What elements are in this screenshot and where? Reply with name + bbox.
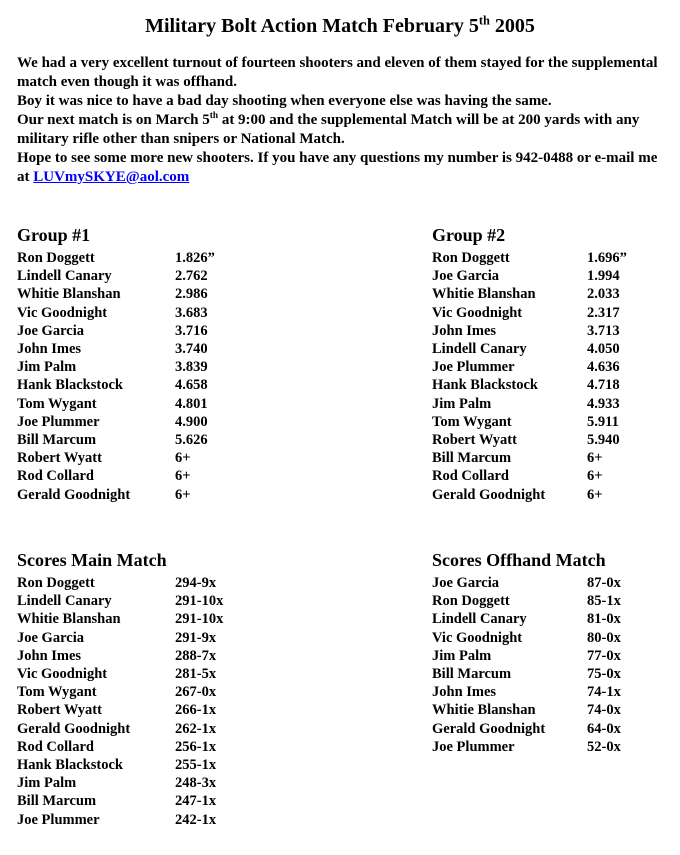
table-row bbox=[17, 756, 417, 774]
group-size-value: 6+ bbox=[587, 468, 603, 485]
shooter-name: John Imes bbox=[17, 647, 82, 664]
group-size-value: 6+ bbox=[175, 468, 191, 485]
shooter-name: Hank Blackstock bbox=[17, 757, 123, 774]
group-size-value: 2.986 bbox=[175, 286, 208, 303]
table-row bbox=[17, 449, 417, 467]
table-row bbox=[432, 267, 677, 285]
page-title bbox=[0, 0, 680, 39]
group-size-value: 5.911 bbox=[587, 413, 619, 430]
shooter-name: Ron Doggett bbox=[17, 250, 95, 266]
intro-sentence-3-rest: at 9:00 and the supplemental Match will be at 200 yards with any military rifle other than snipers or National Match. bbox=[17, 112, 640, 147]
score-value: 262-1x bbox=[175, 720, 217, 737]
table-row bbox=[432, 340, 677, 358]
shooter-name: Joe Plummer bbox=[17, 811, 100, 828]
shooter-name: Ron Doggett bbox=[17, 575, 95, 591]
shooter-name: Tom Wygant bbox=[432, 413, 512, 430]
shooter-name: Joe Plummer bbox=[432, 359, 515, 376]
score-value: 74-0x bbox=[587, 702, 621, 719]
score-value: 291-10x bbox=[175, 593, 224, 610]
score-value: 256-1x bbox=[175, 738, 217, 755]
table-row bbox=[17, 610, 417, 628]
shooter-name: Robert Wyatt bbox=[17, 702, 102, 719]
intro-sentence-3 bbox=[17, 111, 659, 149]
table-row bbox=[17, 811, 417, 829]
table-row bbox=[17, 267, 417, 285]
score-value: 291-9x bbox=[175, 629, 217, 646]
shooter-name: Bill Marcum bbox=[17, 793, 97, 810]
table-row bbox=[17, 376, 417, 394]
table-row bbox=[432, 467, 677, 485]
shooter-name: Rod Collard bbox=[17, 468, 94, 485]
table-row bbox=[17, 467, 417, 485]
table-row bbox=[432, 647, 677, 665]
score-value: 294-9x bbox=[175, 575, 217, 591]
shooter-name: Robert Wyatt bbox=[432, 432, 517, 449]
shooter-name: Ron Doggett bbox=[432, 250, 510, 266]
score-value: 281-5x bbox=[175, 666, 217, 683]
shooter-name: Tom Wygant bbox=[17, 684, 97, 701]
date-superscript: th bbox=[209, 111, 219, 121]
table-row bbox=[432, 376, 677, 394]
table-row bbox=[17, 792, 417, 810]
table-row bbox=[432, 358, 677, 376]
group-size-value: 6+ bbox=[175, 486, 191, 503]
scores-main-heading: Scores Main Match bbox=[17, 550, 167, 570]
table-row bbox=[17, 774, 417, 792]
table-row bbox=[17, 629, 417, 647]
score-value: 64-0x bbox=[587, 720, 621, 737]
score-value: 255-1x bbox=[175, 757, 217, 774]
group1-rows bbox=[17, 249, 417, 504]
table-row bbox=[17, 431, 417, 449]
shooter-name: Jim Palm bbox=[432, 647, 492, 664]
score-value: 74-1x bbox=[587, 684, 621, 701]
table-row bbox=[17, 322, 417, 340]
group2-heading: Group #2 bbox=[432, 225, 506, 245]
table-row bbox=[17, 592, 417, 610]
shooter-name: Robert Wyatt bbox=[17, 450, 102, 467]
group-size-value: 4.050 bbox=[587, 341, 620, 358]
group-size-value: 1.826” bbox=[175, 250, 215, 266]
shooter-name: Lindell Canary bbox=[432, 341, 527, 358]
score-value: 75-0x bbox=[587, 666, 621, 683]
table-row bbox=[17, 358, 417, 376]
table-row bbox=[432, 449, 677, 467]
score-value: 242-1x bbox=[175, 811, 217, 828]
table-row bbox=[432, 683, 677, 701]
shooter-name: Joe Garcia bbox=[432, 575, 499, 591]
group-size-value: 4.718 bbox=[587, 377, 620, 394]
shooter-name: John Imes bbox=[432, 684, 497, 701]
group-size-value: 6+ bbox=[587, 486, 603, 503]
table-row bbox=[17, 304, 417, 322]
table-row bbox=[17, 486, 417, 504]
intro-sentence-3-text: Our next match is on March 5 bbox=[17, 112, 210, 128]
score-value: 288-7x bbox=[175, 647, 217, 664]
shooter-name: Joe Plummer bbox=[432, 738, 515, 755]
group-size-value: 2.762 bbox=[175, 268, 208, 285]
group-size-value: 3.740 bbox=[175, 341, 208, 358]
shooter-name: Vic Goodnight bbox=[432, 304, 523, 321]
score-value: 81-0x bbox=[587, 611, 621, 628]
intro-sentence-4-text: Hope to see some more new shooters. If you have any questions my number is 942-0488 or e-mail me at bbox=[17, 150, 658, 185]
title-year: 2005 bbox=[489, 15, 535, 37]
table-row bbox=[17, 574, 417, 592]
intro-sentence-4 bbox=[17, 149, 659, 187]
group-size-value: 1.696” bbox=[587, 250, 627, 266]
shooter-name: Whitie Blanshan bbox=[17, 286, 121, 303]
score-value: 80-0x bbox=[587, 629, 621, 646]
table-row bbox=[432, 629, 677, 647]
group-size-value: 4.636 bbox=[587, 359, 620, 376]
table-row bbox=[17, 249, 417, 267]
shooter-name: Hank Blackstock bbox=[17, 377, 123, 394]
section-scores-offhand bbox=[432, 549, 677, 756]
score-value: 52-0x bbox=[587, 738, 621, 755]
score-value: 266-1x bbox=[175, 702, 217, 719]
table-row bbox=[432, 574, 677, 592]
table-row bbox=[432, 322, 677, 340]
score-value: 247-1x bbox=[175, 793, 217, 810]
group-size-value: 6+ bbox=[175, 450, 191, 467]
scores-main-rows bbox=[17, 574, 417, 829]
table-row bbox=[432, 395, 677, 413]
intro-sentence-2: Boy it was nice to have a bad day shooting when everyone else was having the same. bbox=[17, 93, 552, 109]
score-value: 85-1x bbox=[587, 593, 621, 610]
group-size-value: 5.940 bbox=[587, 432, 620, 449]
table-row bbox=[17, 720, 417, 738]
shooter-name: Vic Goodnight bbox=[432, 629, 523, 646]
shooter-name: Whitie Blanshan bbox=[432, 286, 536, 303]
group-size-value: 2.033 bbox=[587, 286, 620, 303]
table-row bbox=[432, 592, 677, 610]
shooter-name: Gerald Goodnight bbox=[432, 486, 546, 503]
table-row bbox=[432, 610, 677, 628]
email-link[interactable]: LUVmySKYE@aol.com bbox=[33, 169, 190, 185]
shooter-name: Jim Palm bbox=[17, 775, 77, 792]
table-row bbox=[432, 486, 677, 504]
shooter-name: Bill Marcum bbox=[432, 450, 512, 467]
score-value: 267-0x bbox=[175, 684, 217, 701]
shooter-name: Jim Palm bbox=[432, 395, 492, 412]
table-row bbox=[432, 413, 677, 431]
shooter-name: Whitie Blanshan bbox=[432, 702, 536, 719]
score-value: 77-0x bbox=[587, 647, 621, 664]
table-row bbox=[432, 720, 677, 738]
table-row bbox=[17, 340, 417, 358]
table-row bbox=[17, 665, 417, 683]
table-row bbox=[432, 285, 677, 303]
table-row bbox=[432, 738, 677, 756]
shooter-name: Hank Blackstock bbox=[432, 377, 538, 394]
group-size-value: 4.900 bbox=[175, 413, 208, 430]
table-row bbox=[17, 395, 417, 413]
shooter-name: Bill Marcum bbox=[17, 432, 97, 449]
group-size-value: 3.713 bbox=[587, 322, 620, 339]
shooter-name: Tom Wygant bbox=[17, 395, 97, 412]
group-size-value: 3.839 bbox=[175, 359, 208, 376]
scores-offhand-heading: Scores Offhand Match bbox=[432, 550, 606, 570]
table-row bbox=[17, 701, 417, 719]
group-size-value: 1.994 bbox=[587, 268, 620, 285]
shooter-name: Gerald Goodnight bbox=[17, 720, 131, 737]
shooter-name: Lindell Canary bbox=[17, 593, 112, 610]
table-row bbox=[432, 249, 677, 267]
table-row bbox=[17, 738, 417, 756]
shooter-name: Joe Garcia bbox=[17, 322, 84, 339]
group-size-value: 2.317 bbox=[587, 304, 620, 321]
table-row bbox=[17, 285, 417, 303]
shooter-name: Joe Garcia bbox=[17, 629, 84, 646]
shooter-name: Gerald Goodnight bbox=[432, 720, 546, 737]
score-value: 291-10x bbox=[175, 611, 224, 628]
shooter-name: Joe Garcia bbox=[432, 268, 499, 285]
table-row bbox=[432, 304, 677, 322]
table-row bbox=[17, 647, 417, 665]
intro-paragraph bbox=[17, 54, 659, 187]
shooter-name: Gerald Goodnight bbox=[17, 486, 131, 503]
scores-offhand-rows bbox=[432, 574, 677, 756]
section-scores-main bbox=[17, 549, 417, 829]
shooter-name: Lindell Canary bbox=[17, 268, 112, 285]
table-row bbox=[432, 665, 677, 683]
group-size-value: 4.658 bbox=[175, 377, 208, 394]
group-size-value: 3.716 bbox=[175, 322, 208, 339]
shooter-name: Rod Collard bbox=[17, 738, 94, 755]
group1-heading: Group #1 bbox=[17, 225, 91, 245]
shooter-name: Jim Palm bbox=[17, 359, 77, 376]
shooter-name: John Imes bbox=[17, 341, 82, 358]
shooter-name: Vic Goodnight bbox=[17, 304, 108, 321]
shooter-name: Bill Marcum bbox=[432, 666, 512, 683]
shooter-name: Lindell Canary bbox=[432, 611, 527, 628]
shooter-name: Ron Doggett bbox=[432, 593, 510, 610]
table-row bbox=[432, 701, 677, 719]
title-text: Military Bolt Action Match February 5 bbox=[145, 15, 479, 37]
group-size-value: 5.626 bbox=[175, 432, 208, 449]
table-row bbox=[17, 683, 417, 701]
group-size-value: 3.683 bbox=[175, 304, 208, 321]
table-row bbox=[432, 431, 677, 449]
group2-rows bbox=[432, 249, 677, 504]
shooter-name: Vic Goodnight bbox=[17, 666, 108, 683]
score-value: 87-0x bbox=[587, 575, 621, 591]
score-value: 248-3x bbox=[175, 775, 217, 792]
group-size-value: 4.801 bbox=[175, 395, 208, 412]
table-row bbox=[17, 413, 417, 431]
group-size-value: 6+ bbox=[587, 450, 603, 467]
group-size-value: 4.933 bbox=[587, 395, 620, 412]
title-superscript: th bbox=[478, 13, 490, 28]
shooter-name: Joe Plummer bbox=[17, 413, 100, 430]
shooter-name: Rod Collard bbox=[432, 468, 509, 485]
section-group2 bbox=[432, 224, 677, 504]
intro-sentence-1: We had a very excellent turnout of fourteen shooters and eleven of them stayed for the supplemental match even though it was offhand. bbox=[17, 55, 658, 90]
shooter-name: Whitie Blanshan bbox=[17, 611, 121, 628]
shooter-name: John Imes bbox=[432, 322, 497, 339]
section-group1 bbox=[17, 224, 417, 504]
